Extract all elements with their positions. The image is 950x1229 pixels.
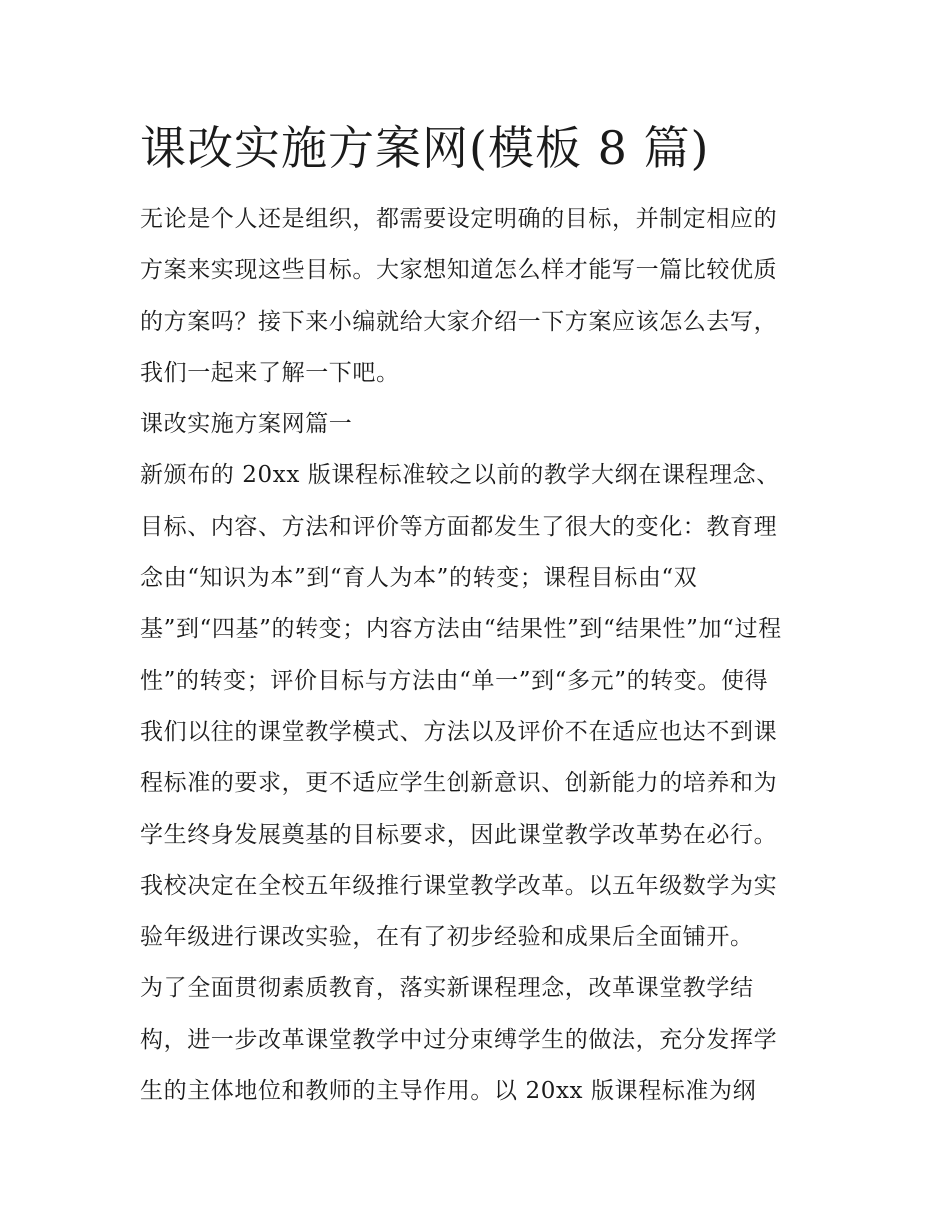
- text-line: 目标、内容、方法和评价等方面都发生了很大的变化：教育理: [140, 513, 778, 540]
- text-line: 基”到“四基”的转变；内容方法由“结果性”到“结果性”加“过程: [140, 616, 782, 643]
- text-line: 我校决定在全校五年级推行课堂教学改革。以五年级数学为实: [140, 872, 778, 899]
- text-line: 我们以往的课堂教学模式、方法以及评价不在适应也达不到课: [140, 718, 778, 745]
- text-line: 性”的转变；评价目标与方法由“单一”到“多元”的转变。使得: [140, 667, 769, 694]
- text-line: 构，进一步改革课堂教学中过分束缚学生的做法，充分发挥学: [140, 1026, 778, 1053]
- section-heading: 课改实施方案网篇一: [140, 411, 353, 438]
- text-line: 的方案吗？接下来小编就给大家介绍一下方案应该怎么去写，: [140, 308, 778, 335]
- text-line: 学生终身发展奠基的目标要求，因此课堂教学改革势在必行。: [140, 821, 778, 848]
- text-line: 我们一起来了解一下吧。: [140, 359, 400, 386]
- text-line: 为了全面贯彻素质教育，落实新课程理念，改革课堂教学结: [140, 975, 754, 1002]
- text-line: 方案来实现这些目标。大家想知道怎么样才能写一篇比较优质: [140, 257, 778, 284]
- text-line: 新颁布的 20xx 版课程标准较之以前的教学大纲在课程理念、: [140, 462, 780, 489]
- document-title: 课改实施方案网(模板 8 篇): [140, 121, 710, 175]
- document-body: [140, 116, 820, 1117]
- text-line: 念由“知识为本”到“育人为本”的转变；课程目标由“双: [140, 565, 698, 592]
- text-line: 验年级进行课改实验，在有了初步经验和成果后全面铺开。: [140, 924, 754, 951]
- text-line: 无论是个人还是组织，都需要设定明确的目标，并制定相应的: [140, 206, 778, 232]
- text-line: 程标准的要求，更不适应学生创新意识、创新能力的培养和为: [140, 770, 778, 797]
- text-line: 生的主体地位和教师的主导作用。以 20xx 版课程标准为纲: [140, 1078, 757, 1105]
